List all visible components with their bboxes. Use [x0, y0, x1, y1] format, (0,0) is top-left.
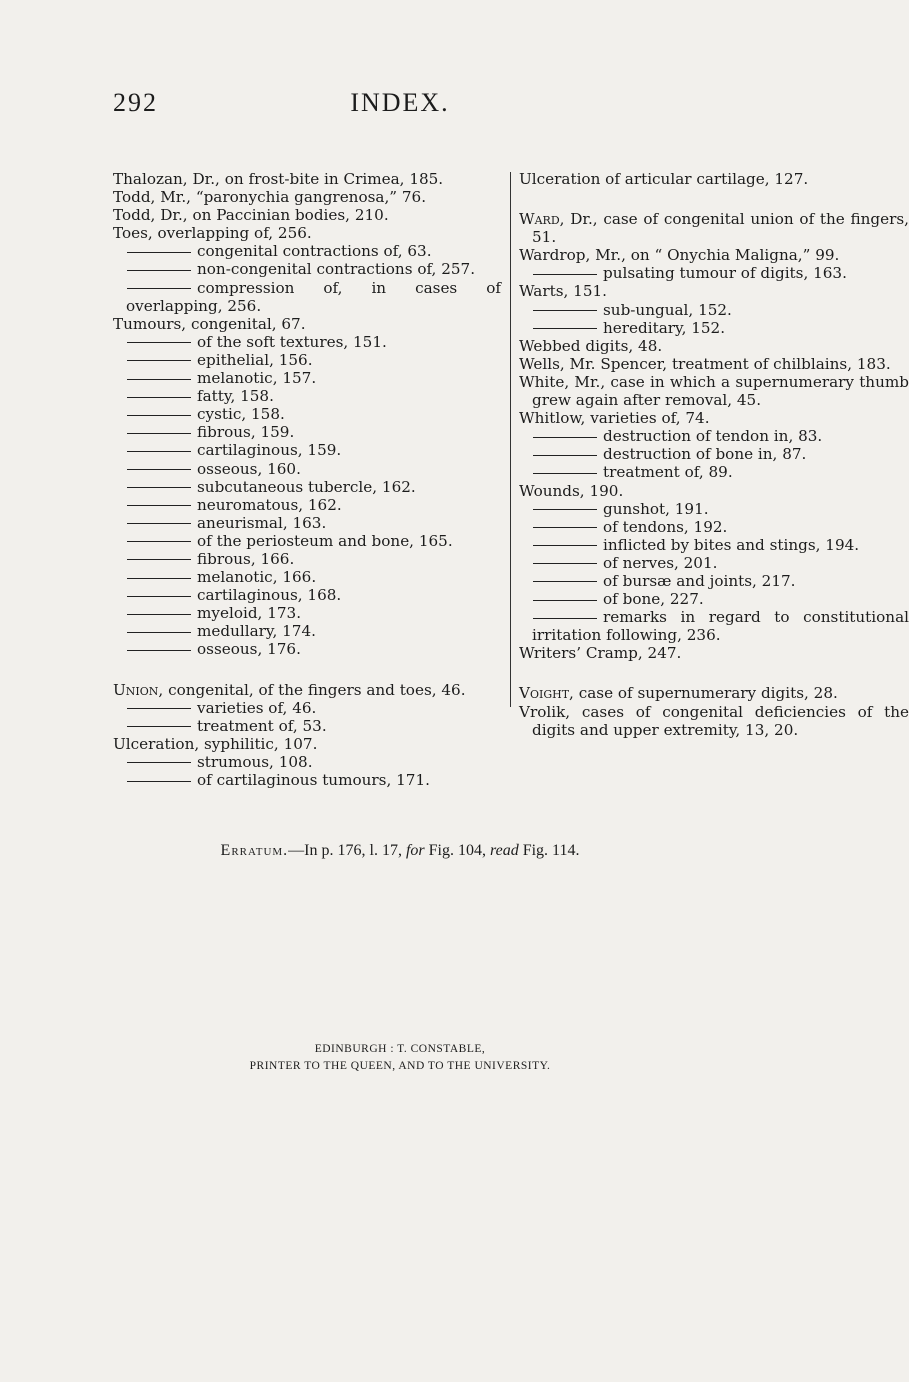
index-entry-union: Union, congenital, of the fingers and toes, 46. — [113, 680, 466, 699]
index-entry: Wounds, 190. — [519, 481, 624, 500]
index-subentry: destruction of bone in, 87. — [519, 445, 909, 463]
index-subentry: of tendons, 192. — [519, 518, 909, 536]
index-entry: Whitlow, varieties of, 74. — [519, 409, 710, 428]
index-entry: Ulceration, syphilitic, 107. — [113, 734, 318, 753]
ditto-dash — [127, 469, 191, 470]
index-entry: White, Mr., case in which a supernumerary thumb grew again after removal, 45. — [519, 372, 909, 410]
index-entry: Webbed digits, 48. — [519, 336, 663, 355]
ditto-dash — [127, 559, 191, 560]
ditto-dash — [533, 618, 597, 619]
index-subentry: remarks in regard to constitutional irritation following, 236. — [532, 608, 909, 645]
index-subentry: fibrous, 166. — [113, 550, 501, 568]
index-subentry: osseous, 160. — [113, 460, 501, 478]
index-subentry: treatment of, 53. — [113, 717, 501, 735]
index-subentry: gunshot, 191. — [519, 500, 909, 518]
index-subentry: of the periosteum and bone, 165. — [113, 532, 501, 550]
ditto-dash — [127, 523, 191, 524]
index-subentry: congenital contractions of, 63. — [113, 242, 501, 260]
index-subentry: of bursæ and joints, 217. — [519, 572, 909, 590]
ditto-dash — [533, 455, 597, 456]
ditto-dash — [533, 437, 597, 438]
index-subentry: neuromatous, 162. — [113, 496, 501, 514]
index-subentry: of cartilaginous tumours, 171. — [113, 771, 501, 789]
index-subentry: sub-ungual, 152. — [519, 301, 909, 319]
ditto-dash — [127, 270, 191, 271]
ditto-dash — [127, 487, 191, 488]
erratum-for: for — [405, 842, 425, 859]
index-subentry: pulsating tumour of digits, 163. — [519, 264, 909, 282]
erratum-note: Erratum.—In p. 176, l. 17, for Fig. 104, read Fig. 114. — [220, 842, 580, 859]
running-head-title: INDEX. — [350, 88, 450, 117]
ditto-dash — [533, 328, 597, 329]
index-entry: Wells, Mr. Spencer, treatment of chilblains, 183. — [519, 354, 891, 373]
index-subentry: subcutaneous tubercle, 162. — [113, 478, 501, 496]
ditto-dash — [127, 433, 191, 434]
ditto-dash — [127, 360, 191, 361]
ditto-dash — [127, 781, 191, 782]
index-subentry: epithelial, 156. — [113, 351, 501, 369]
page-header — [0, 88, 800, 128]
ditto-dash — [127, 379, 191, 380]
ditto-dash — [127, 252, 191, 253]
index-entry: Todd, Dr., on Paccinian bodies, 210. — [113, 206, 389, 225]
index-subentry: destruction of tendon in, 83. — [519, 427, 909, 445]
ditto-dash — [127, 596, 191, 597]
index-entry: Wardrop, Mr., on “ Onychia Maligna,” 99. — [519, 246, 840, 265]
index-subentry: cartilaginous, 168. — [113, 586, 501, 604]
ditto-dash — [127, 415, 191, 416]
ditto-dash — [127, 288, 191, 289]
ditto-dash — [533, 527, 597, 528]
erratum-read: read — [489, 842, 519, 859]
index-subentry: medullary, 174. — [113, 622, 501, 640]
index-subentry: myeloid, 173. — [113, 604, 501, 622]
ditto-dash — [533, 563, 597, 564]
ditto-dash — [127, 505, 191, 506]
index-entry: Tumours, congenital, 67. — [113, 314, 306, 333]
ditto-dash — [127, 632, 191, 633]
index-entry: Vrolik, cases of congenital deficiencies of the digits and upper extremity, 13, 20. — [519, 702, 909, 739]
ditto-dash — [533, 509, 597, 510]
ditto-dash — [533, 274, 597, 275]
index-subentry: of bone, 227. — [519, 590, 909, 608]
ditto-dash — [127, 578, 191, 579]
index-entry: Thalozan, Dr., on frost-bite in Crimea, 185. — [113, 170, 444, 188]
ditto-dash — [533, 545, 597, 546]
index-subentry: aneurismal, 163. — [113, 514, 501, 532]
ditto-dash — [127, 451, 191, 452]
imprint-line-2: PRINTER TO THE QUEEN, AND TO THE UNIVERSITY. — [249, 1060, 551, 1072]
index-subentry: cystic, 158. — [113, 405, 501, 423]
column-divider — [510, 172, 511, 707]
index-entry-ward: Ward, Dr., case of congenital union of the fingers, 51. — [519, 210, 909, 247]
index-subentry: melanotic, 166. — [113, 568, 501, 586]
index-entry: Todd, Mr., “paronychia gangrenosa,” 76. — [113, 188, 427, 207]
index-subentry: inflicted by bites and stings, 194. — [519, 536, 909, 554]
ditto-dash — [127, 342, 191, 343]
index-entry: Ulceration of articular cartilage, 127. — [519, 170, 809, 188]
imprint-line-1: EDINBURGH : T. CONSTABLE, — [314, 1043, 486, 1055]
ditto-dash — [127, 762, 191, 763]
index-entry: Warts, 151. — [519, 282, 607, 301]
ditto-dash — [533, 473, 597, 474]
ditto-dash — [127, 726, 191, 727]
index-entry-voight: Voight, case of supernumerary digits, 28. — [519, 684, 838, 703]
ditto-dash — [533, 600, 597, 601]
index-subentry: of nerves, 201. — [519, 554, 909, 572]
index-subentry: cartilaginous, 159. — [113, 441, 501, 459]
index-subentry: of the soft textures, 151. — [113, 333, 501, 351]
erratum-label: Erratum. — [220, 842, 289, 859]
index-subentry: non-congenital contractions of, 257. — [113, 260, 501, 278]
printer-imprint — [0, 1041, 800, 1075]
ditto-dash — [127, 614, 191, 615]
index-subentry: hereditary, 152. — [519, 319, 909, 337]
index-subentry: fatty, 158. — [113, 387, 501, 405]
index-subentry: osseous, 176. — [113, 640, 501, 658]
index-subentry: strumous, 108. — [113, 753, 501, 771]
index-column-right — [519, 170, 909, 739]
ditto-dash — [127, 397, 191, 398]
index-subentry: varieties of, 46. — [113, 699, 501, 717]
index-entry: Writers’ Cramp, 247. — [519, 644, 682, 663]
ditto-dash — [533, 310, 597, 311]
index-subentry: treatment of, 89. — [519, 463, 909, 481]
ditto-dash — [127, 650, 191, 651]
ditto-dash — [533, 581, 597, 582]
ditto-dash — [127, 708, 191, 709]
index-subentry: compression of, in cases of overlapping, 256. — [126, 278, 501, 315]
page-number: 292 — [113, 88, 158, 117]
index-subentry: fibrous, 159. — [113, 423, 501, 441]
erratum-text: —In p. 176, l. 17, — [288, 842, 402, 859]
index-column-left — [113, 170, 501, 789]
index-entry: Toes, overlapping of, 256. — [113, 224, 312, 243]
ditto-dash — [127, 541, 191, 542]
index-subentry: melanotic, 157. — [113, 369, 501, 387]
